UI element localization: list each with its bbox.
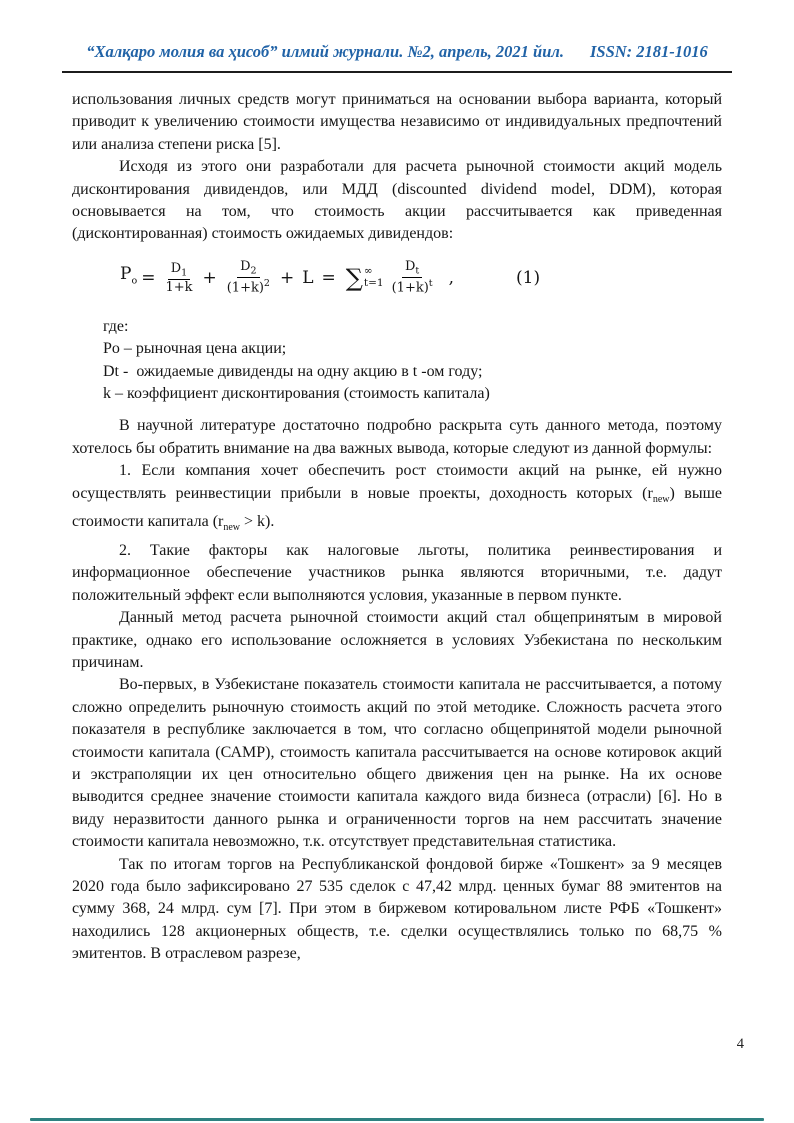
journal-issn: ISSN: 2181-1016 [589,42,708,61]
subscript-new: new [652,493,670,505]
plus-sign: + [202,267,217,288]
formula-number: (1) [516,267,541,288]
definition-line: Po – рыночная цена акции; [103,340,287,358]
article-body [72,89,722,966]
equals-sign: = [141,267,156,288]
spacer [72,405,722,415]
subscript-new: new [223,522,241,534]
equals-sign: = [321,267,336,288]
summation-limits: ∞ t=1 [363,265,384,289]
paragraph-method-accepted: Данный метод расчета рыночной стоимости акций стал общепринятым в мировой практике, однако его использование осложняется в условиях Узбекистана по нескольким причинам. [72,609,722,671]
paragraph-ddm-model: Исходя из этого они разработали для расчета рыночной стоимости акций модель дисконтирования дивидендов, или МДД (discounted dividend model, DDM), которая основывается на том, что стоимость акции рассчитывается как приведенная (дисконтированная) стоимость ожидаемых дивидендов: [72,158,722,243]
journal-header [72,42,722,62]
formula-ddm [72,255,722,301]
fraction-1: $\frac{D_1}{1+k}$ [165,260,193,295]
summation-icon: ∑ [345,263,363,292]
definition-line: Dt - ожидаемые дивиденды на одну акцию в t -ом году; [103,362,483,380]
paragraph-firstly-uzbekistan: Во-первых, в Узбекистане показатель стоимости капитала не рассчитывается, а потому сложно определить рыночную стоимость акций по этой методике. Сложность расчета этого показателя в республике заключается в том, что согласно общепринятой модели рыночной стоимости капитала (САМР), стоимость капитала рассчитывается на основе котировок акций и экстраполяции их цен относительно общего движения цен на рынке. На их основе выводится среднее значение стоимости капитала каждого вида бизнеса (отрасли) [6]. Но в виду неразвитости данного рынка и ограниченности торгов на нем рассчитать значение стоимости капитала невозможно, т.к. отсутствует представительная статистика. [72,676,722,851]
footer-rule [30,1118,764,1121]
paragraph-intro-continuation: использования личных средств могут приниматься на основании выбора варианта, который приводит к увеличению стоимости имущества независимо от индивидуальных предпочтений или анализа степени риска [5]. [72,91,722,153]
definition-line: где: [103,317,129,335]
definition-line: k – коэффициент дисконтирования (стоимость капитала) [103,385,490,403]
paragraph-toshkent-exchange: Так по итогам торгов на Республиканской фондовой бирже «Тошкент» за 9 месяцев 2020 года было зафиксировано 27 535 сделок с 47,42 млрд. ценных бумаг 88 эмитентов на сумму 368, 24 млрд. сум [7]. При этом в биржевом котировальном листе РФБ «Тошкент» находились 128 акционерных обществ, т.е. сделки осуществлялись только по 68,75 % эмитентов. В отраслевом разрезе, [72,855,722,963]
formula-lhs: $P_o$ [120,263,138,287]
formula-comma: , [448,267,455,288]
page-number: 4 [736,1036,744,1052]
fraction-3: $\frac{D_t}{(1+k)^t}$ [391,259,433,296]
ellipsis-term: L [302,267,314,288]
paragraph-conclusion-1 [72,460,722,540]
text-segment: 1. Если компания хочет обеспечить рост стоимости акций на рынке, ей нужно осуществлять реинвестиции прибыли в новые проекты, доходность которых (r [72,462,722,502]
plus-sign: + [279,267,295,288]
text-segment: > k). [240,513,275,531]
text-segment: ) выше стоимости капитала (r [72,484,723,531]
paragraph-conclusion-2: 2. Такие факторы как налоговые льготы, политика реинвестирования и информационное обеспечение участников рынка являются вторичными, т.е. дадут положительный эффект если выполняются условия, указанные в первом пункте. [72,541,722,604]
fraction-2: $\frac{D_2}{(1+k)^2}$ [226,259,270,296]
variable-definitions [72,316,722,406]
header-rule [62,71,732,73]
paragraph-literature: В научной литературе достаточно подробно раскрыта суть данного метода, поэтому хотелось бы обратить внимание на два важных вывода, которые следуют из данной формулы: [72,417,722,457]
journal-title: “Халқаро молия ва ҳисоб” илмий журнали. №2, апрель, 2021 йил. [86,42,564,61]
